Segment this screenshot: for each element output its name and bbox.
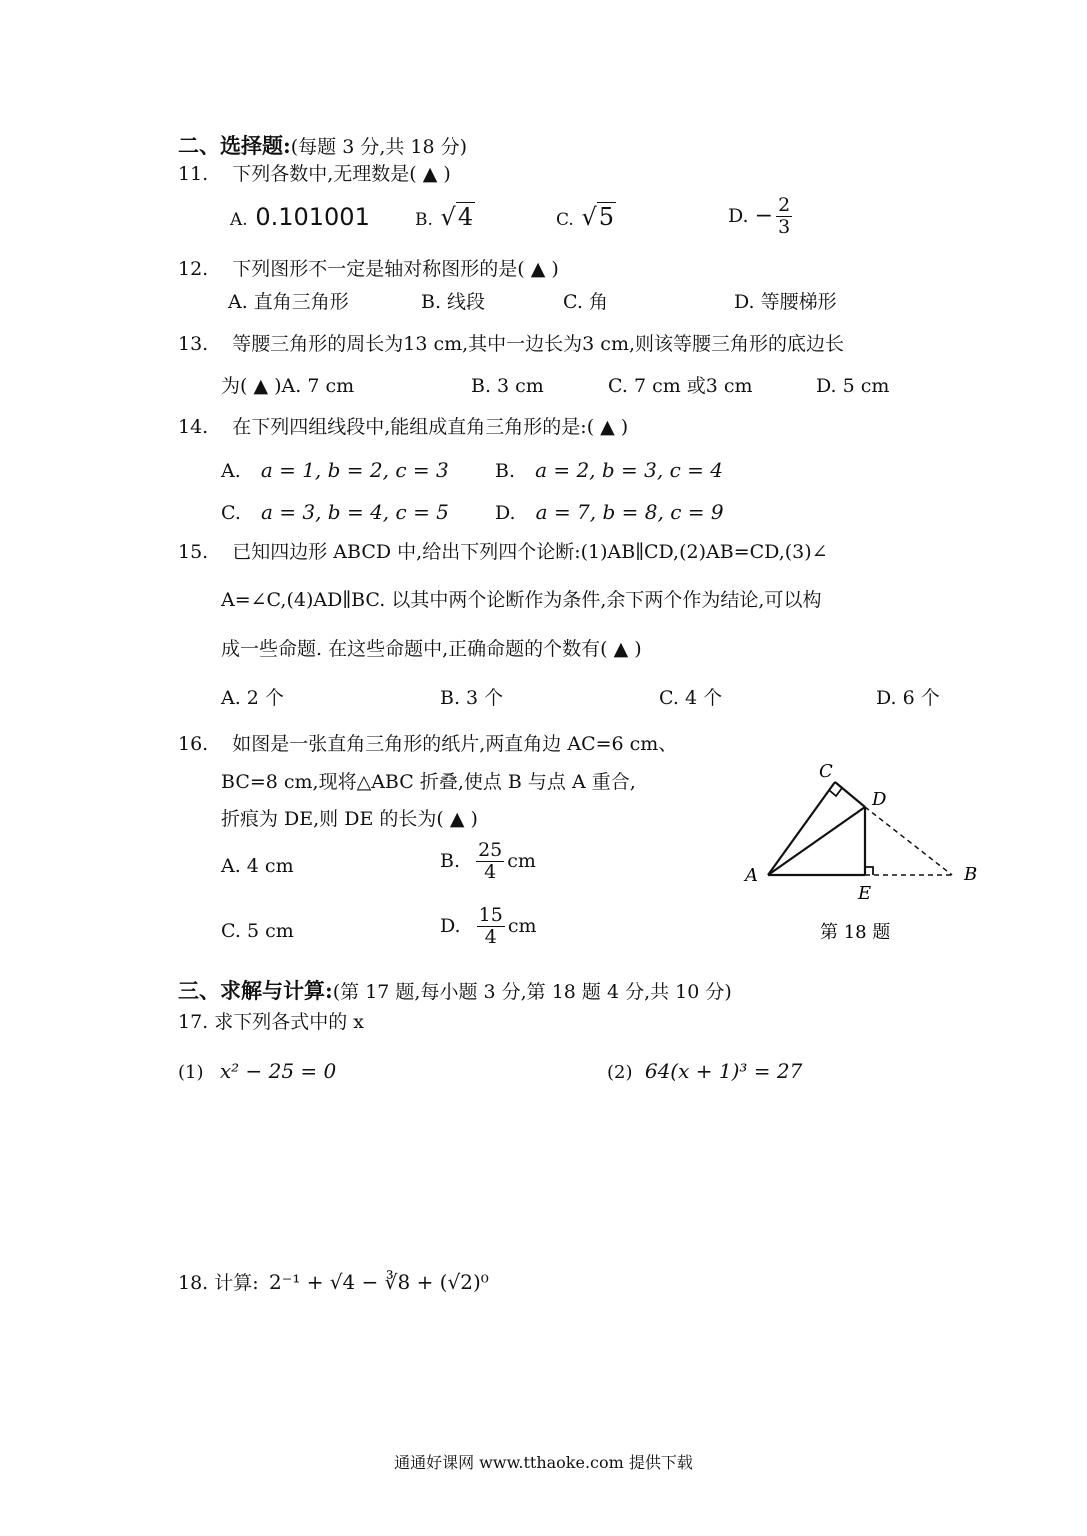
- q15-option-c: C. 4 个: [659, 687, 723, 709]
- segment-ac: [768, 782, 835, 875]
- q11-d-label: D.: [728, 204, 749, 227]
- segment-cd: [835, 782, 865, 807]
- q14-d-label: D.: [495, 502, 516, 524]
- q14-option-d: [495, 502, 724, 523]
- section2-title: 二、选择题:: [178, 133, 291, 158]
- q16-d-fraction: [477, 905, 505, 948]
- q11-number: 11.: [178, 163, 209, 185]
- q14-a-value: a = 1, b = 2, c = 3: [260, 458, 449, 482]
- q11-option-b: [415, 205, 475, 229]
- section2-header: [178, 135, 467, 157]
- q16-d-numerator: 15: [478, 904, 503, 926]
- q11-b-radicand: 4: [457, 203, 474, 231]
- q11-option-d: [728, 195, 795, 238]
- q17-part1-label: (1): [178, 1062, 204, 1083]
- q14-a-label: A.: [221, 460, 241, 482]
- q12-stem: 下列图形不一定是轴对称图形的是( ▲ ): [232, 258, 559, 280]
- q17-part2-label: (2): [607, 1062, 633, 1083]
- q11-c-radicand: 5: [598, 203, 615, 231]
- q14-b-value: a = 2, b = 3, c = 4: [535, 458, 724, 482]
- q16-option-c: C. 5 cm: [221, 920, 294, 942]
- q11-option-a: [230, 205, 370, 229]
- section2-note: (每题 3 分,共 18 分): [290, 136, 468, 158]
- q17-part1-equation: x² − 25 = 0: [219, 1059, 337, 1083]
- q18-stem: 18. 计算:: [178, 1272, 259, 1294]
- q15-line1: [178, 543, 828, 562]
- q16-b-denominator: 4: [484, 860, 497, 883]
- q16-text1: 如图是一张直角三角形的纸片,两直角边 AC=6 cm、: [232, 733, 678, 755]
- label-a: A: [745, 865, 758, 886]
- q14-number: 14.: [178, 416, 209, 438]
- q16-b-unit: cm: [507, 849, 536, 872]
- section3-title: 三、求解与计算:: [178, 978, 333, 1003]
- q16-line2: BC=8 cm,现将△ABC 折叠,使点 B 与点 A 重合,: [221, 771, 636, 793]
- q14-option-a: [221, 460, 449, 481]
- q14-stem: 在下列四组线段中,能组成直角三角形的是:( ▲ ): [232, 416, 629, 438]
- footer-text: 通通好课网 www.tthaoke.com 提供下载: [394, 1453, 693, 1472]
- q13-number: 13.: [178, 333, 209, 355]
- q11-d-numerator: 2: [778, 194, 791, 216]
- q18-line: [178, 1272, 489, 1293]
- q16-option-b: [440, 840, 536, 883]
- q11-a-label: A.: [230, 210, 248, 230]
- q17-part1: [178, 1061, 336, 1082]
- q16-line3: 折痕为 DE,则 DE 的长为( ▲ ): [221, 808, 478, 830]
- q11-c-sqrt: √5: [581, 203, 615, 231]
- q16-d-unit: cm: [507, 914, 537, 937]
- q11-stem-line: [178, 165, 451, 184]
- q16-number: 16.: [178, 733, 209, 755]
- q16-line1: [178, 735, 677, 754]
- figure-caption: 第 18 题: [820, 922, 891, 943]
- q14-b-label: B.: [495, 460, 516, 482]
- q11-a-value: 0.101001: [255, 203, 370, 231]
- label-c: C: [819, 761, 833, 782]
- section3-header: [178, 980, 732, 1002]
- q16-b-numerator: 25: [478, 839, 503, 861]
- q16-option-d: [440, 905, 537, 948]
- section3-note: (第 17 题,每小题 3 分,第 18 题 4 分,共 10 分): [332, 981, 732, 1003]
- q14-d-value: a = 7, b = 8, c = 9: [535, 500, 724, 524]
- label-b: B: [964, 864, 978, 885]
- q16-b-label: B.: [440, 849, 461, 872]
- q15-text1: 已知四边形 ABCD 中,给出下列四个论断:(1)AB∥CD,(2)AB=CD,(3)∠: [232, 541, 828, 563]
- q18-expression: 2⁻¹ + √4 − ∛8 + (√2)⁰: [269, 1270, 489, 1294]
- q16-d-denominator: 4: [484, 925, 497, 948]
- q13-stem-line: [178, 335, 844, 354]
- q17-stem: 17. 求下列各式中的 x: [178, 1011, 365, 1033]
- q14-option-c: [221, 502, 449, 523]
- q16-d-label: D.: [440, 914, 461, 937]
- q16-b-fraction: [476, 840, 504, 883]
- q15-number: 15.: [178, 541, 209, 563]
- q14-c-value: a = 3, b = 4, c = 5: [260, 500, 449, 524]
- q11-d-fraction: [776, 195, 792, 238]
- q13-option-b: B. 3 cm: [471, 375, 544, 397]
- q12-stem-line: [178, 260, 559, 279]
- q11-b-label: B.: [415, 210, 433, 230]
- q12-option-b: B. 线段: [421, 291, 486, 313]
- q15-option-b: B. 3 个: [440, 687, 504, 709]
- q13-option-c: C. 7 cm 或3 cm: [608, 375, 753, 397]
- q14-option-b: [495, 460, 723, 481]
- q13-stem2-option-a: 为( ▲ )A. 7 cm: [221, 375, 355, 397]
- segment-ad: [768, 807, 865, 875]
- q12-option-a: A. 直角三角形: [228, 291, 349, 313]
- label-d: D: [872, 789, 887, 810]
- q11-c-label: C.: [556, 210, 574, 230]
- q11-stem: 下列各数中,无理数是( ▲ ): [232, 163, 451, 185]
- q15-line2: A=∠C,(4)AD∥BC. 以其中两个论断作为条件,余下两个作为结论,可以构: [221, 589, 822, 611]
- label-e: E: [858, 883, 872, 904]
- q17-part2-equation: 64(x + 1)³ = 27: [644, 1059, 803, 1083]
- q12-option-c: C. 角: [563, 291, 608, 313]
- q11-d-sign: −: [754, 203, 774, 229]
- q14-stem-line: [178, 418, 628, 437]
- q15-line3: 成一些命题. 在这些命题中,正确命题的个数有( ▲ ): [221, 638, 642, 660]
- q11-d-denominator: 3: [778, 215, 791, 238]
- q15-option-a: A. 2 个: [221, 687, 284, 709]
- triangle-figure: [730, 755, 990, 955]
- q12-option-d: D. 等腰梯形: [734, 291, 837, 313]
- q15-option-d: D. 6 个: [876, 687, 940, 709]
- q12-number: 12.: [178, 258, 209, 280]
- q11-b-sqrt: √4: [440, 203, 474, 231]
- q14-c-label: C.: [221, 502, 241, 524]
- q13-option-d: D. 5 cm: [816, 375, 890, 397]
- q13-stem: 等腰三角形的周长为13 cm,其中一边长为3 cm,则该等腰三角形的底边长: [232, 333, 845, 355]
- q16-option-a: A. 4 cm: [221, 855, 294, 877]
- right-angle-mark-e: [865, 867, 873, 875]
- q11-option-c: [556, 205, 616, 229]
- q17-part2: [607, 1061, 802, 1082]
- segment-db-dashed: [865, 807, 952, 875]
